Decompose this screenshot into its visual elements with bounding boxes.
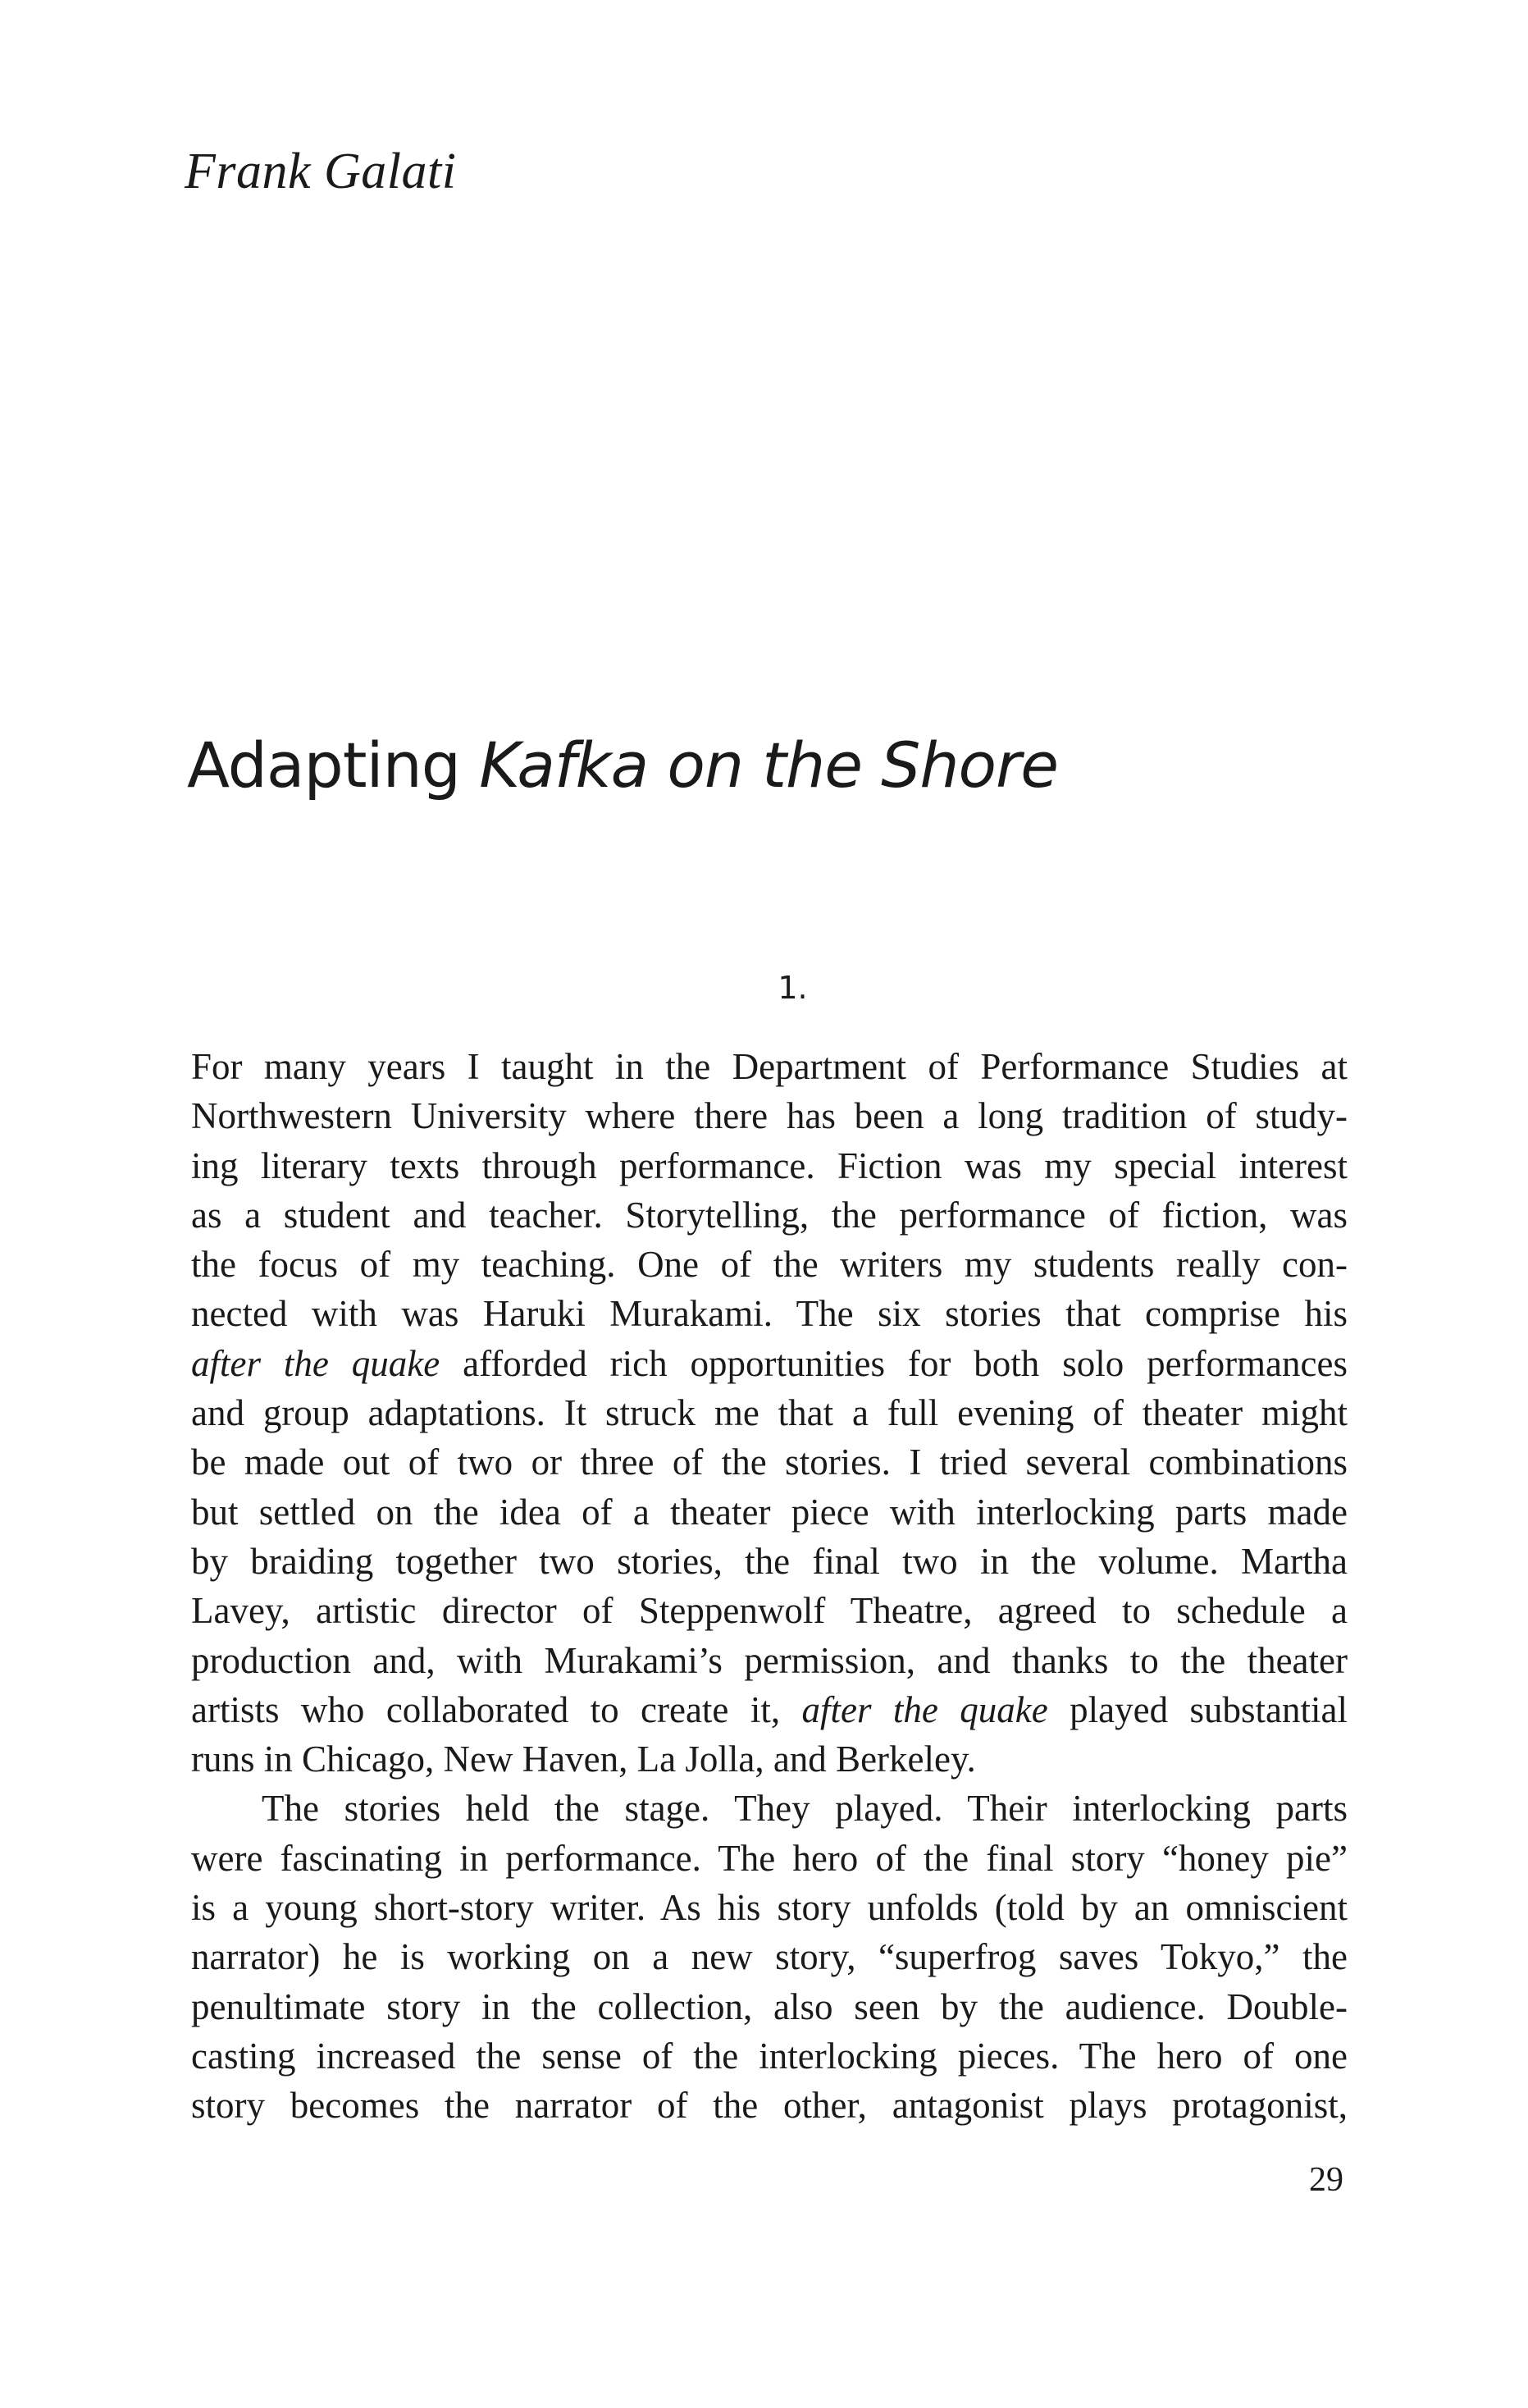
text-line: production and, with Murakami’s permission, and thanks to the theater xyxy=(191,1639,1348,1681)
text-span: played substantial xyxy=(1047,1688,1348,1730)
text-line xyxy=(191,1685,1348,1734)
text-line: runs in Chicago, New Haven, La Jolla, and Berkeley. xyxy=(191,1739,976,1780)
text-line: and group adaptations. It struck me that a full evening of theater might xyxy=(191,1392,1348,1434)
text-line: story becomes the narrator of the other, antagonist plays protagonist, xyxy=(191,2085,1348,2127)
chapter-title-prefix: Adapting xyxy=(187,729,480,802)
chapter-title-italic: Kafka on the Shore xyxy=(479,729,1059,802)
chapter-title xyxy=(187,729,1059,802)
text-line: ing literary texts through performance. Fiction was my special interest xyxy=(191,1145,1348,1186)
text-line: the focus of my teaching. One of the writers my students really con- xyxy=(191,1244,1348,1286)
section-number: 1. xyxy=(778,970,808,1006)
author-name: Frank Galati xyxy=(185,144,457,199)
text-line: as a student and teacher. Storytelling, the performance of fiction, was xyxy=(191,1194,1348,1236)
text-span: afforded rich opportunities for both solo performances xyxy=(440,1342,1348,1384)
text-line: Northwestern University where there has been a long tradition of study- xyxy=(191,1095,1348,1137)
text-line: were fascinating in performance. The hero of the final story “honey pie” xyxy=(191,1837,1348,1879)
text-line: The stories held the stage. They played. Their interlocking parts xyxy=(262,1788,1348,1830)
text-line: For many years I taught in the Department of Performance Studies at xyxy=(191,1046,1348,1087)
body-text xyxy=(191,1042,1348,2131)
book-title-italic: after the quake xyxy=(191,1342,440,1384)
text-line xyxy=(191,1339,1348,1388)
text-line: but settled on the idea of a theater piece with interlocking parts made xyxy=(191,1491,1348,1533)
text-line: casting increased the sense of the interlocking pieces. The hero of one xyxy=(191,2035,1348,2077)
book-title-italic: after the quake xyxy=(801,1688,1048,1730)
page-number: 29 xyxy=(1309,2161,1343,2199)
text-line: nected with was Haruki Murakami. The six stories that comprise his xyxy=(191,1293,1348,1335)
text-line: Lavey, artistic director of Steppenwolf Theatre, agreed to schedule a xyxy=(191,1590,1348,1632)
text-line: be made out of two or three of the stories. I tried several combinations xyxy=(191,1442,1348,1483)
text-line: narrator) he is working on a new story, “superfrog saves Tokyo,” the xyxy=(191,1936,1348,1978)
text-line: penultimate story in the collection, also seen by the audience. Double- xyxy=(191,1985,1348,2027)
text-line: is a young short-story writer. As his story unfolds (told by an omniscient xyxy=(191,1887,1348,1929)
text-line: by braiding together two stories, the final two in the volume. Martha xyxy=(191,1540,1348,1582)
text-span: artists who collaborated to create it, xyxy=(191,1688,802,1730)
